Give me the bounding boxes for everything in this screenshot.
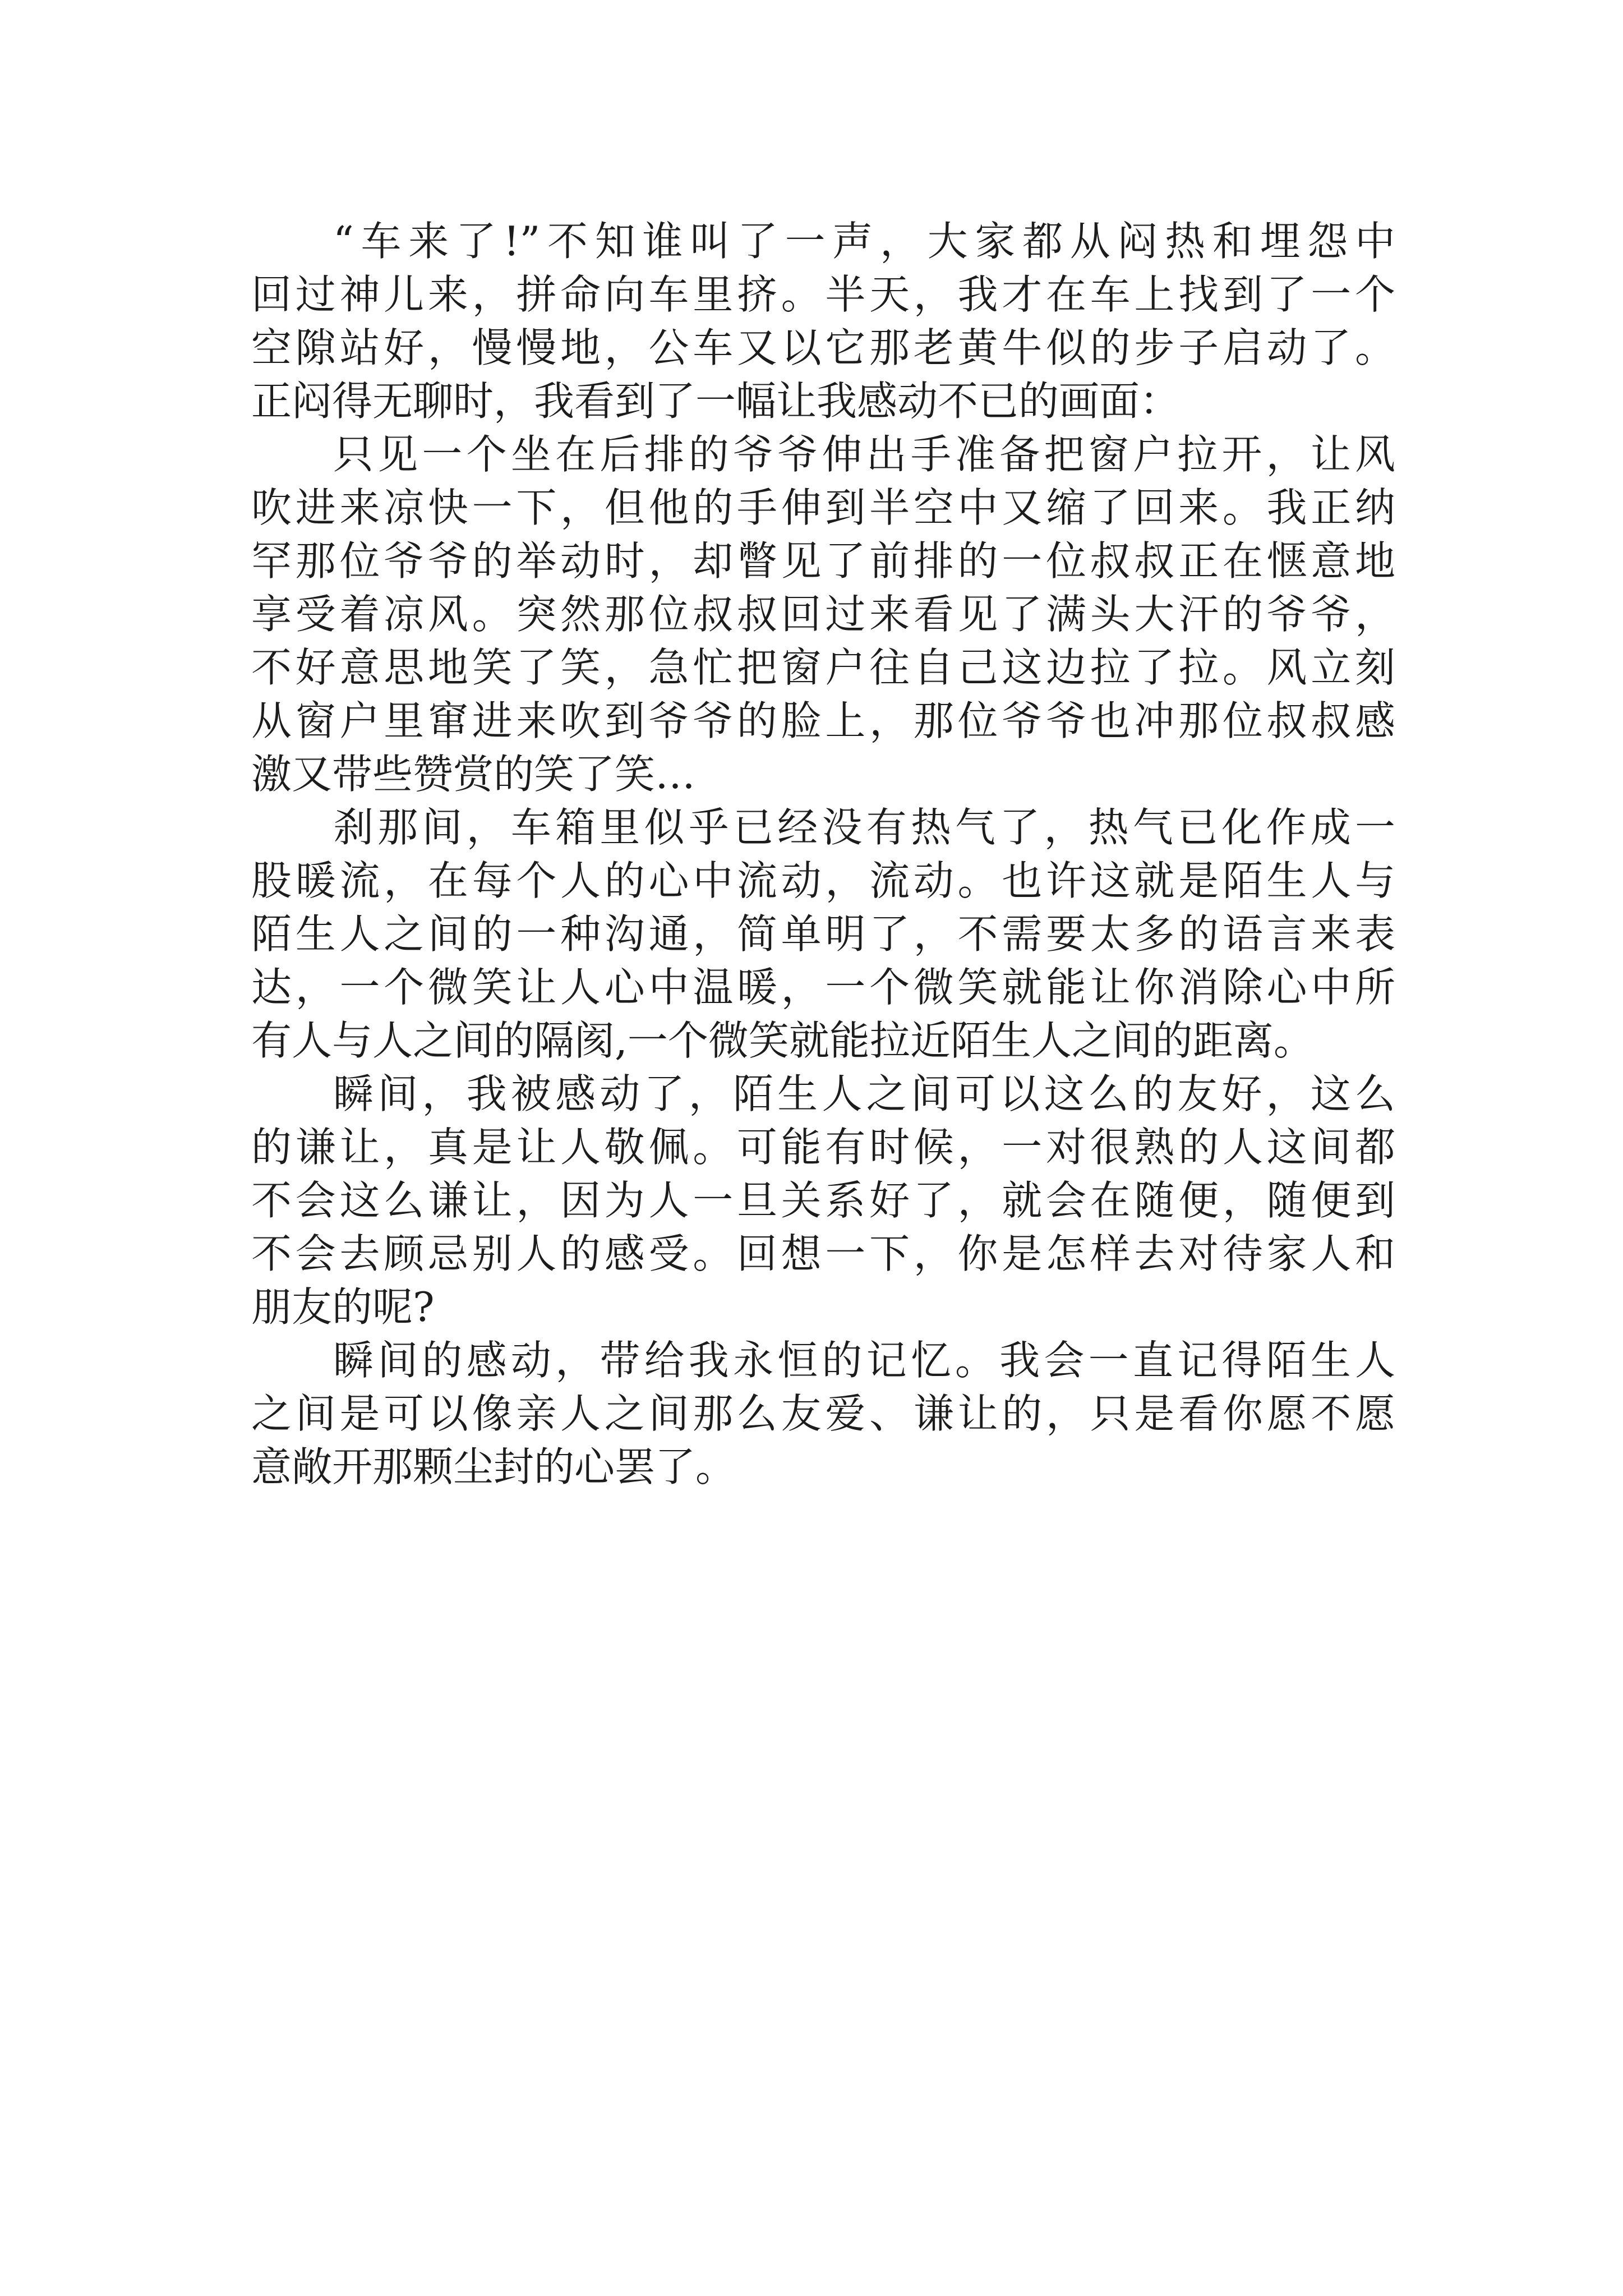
- paragraph-4: [251, 1068, 1395, 1334]
- paragraph-1: [251, 215, 1395, 428]
- text-line: 空隙站好，慢慢地，公车又以它那老黄牛似的步子启动了。: [251, 324, 1395, 371]
- text-line: 刹那间，车箱里似乎已经没有热气了，热气已化作成一: [333, 804, 1395, 851]
- text-line: 从窗户里窜进来吹到爷爷的脸上，那位爷爷也冲那位叔叔感: [251, 697, 1395, 744]
- text-line: 的谦让，真是让人敬佩。可能有时候，一对很熟的人这间都: [251, 1124, 1395, 1171]
- text-line: 激又带些赞赏的笑了笑…: [251, 751, 696, 798]
- text-line: 不会这么谦让，因为人一旦关系好了，就会在随便，随便到: [251, 1177, 1395, 1224]
- text-line: “车来了!”不知谁叫了一声，大家都从闷热和埋怨中: [333, 218, 1395, 265]
- paragraph-2: [251, 428, 1395, 801]
- text-line: 不会去顾忌别人的感受。回想一下，你是怎样去对待家人和: [251, 1230, 1395, 1277]
- text-line: 意敞开那颗尘封的心罢了。: [251, 1443, 736, 1490]
- text-line: 吹进来凉快一下，但他的手伸到半空中又缩了回来。我正纳: [251, 484, 1395, 531]
- text-line: 股暖流，在每个人的心中流动，流动。也许这就是陌生人与: [251, 857, 1395, 904]
- text-line: 达，一个微笑让人心中温暖，一个微笑就能让你消除心中所: [251, 964, 1395, 1011]
- text-line: 只见一个坐在后排的爷爷伸出手准备把窗户拉开，让风: [333, 431, 1395, 478]
- text-line: 朋友的呢?: [251, 1283, 435, 1331]
- paragraph-5: [251, 1334, 1395, 1494]
- text-line: 享受着凉风。突然那位叔叔回过来看见了满头大汗的爷爷，: [251, 591, 1395, 638]
- article-body: [251, 215, 1395, 1494]
- text-line: 罕那位爷爷的举动时，却瞥见了前排的一位叔叔正在惬意地: [251, 537, 1395, 585]
- text-line: 瞬间的感动，带给我永恒的记忆。我会一直记得陌生人: [333, 1337, 1395, 1384]
- text-line: 不好意思地笑了笑，急忙把窗户往自己这边拉了拉。风立刻: [251, 644, 1395, 691]
- text-line: 有人与人之间的隔阂,一个微笑就能拉近陌生人之间的距离。: [251, 1017, 1314, 1064]
- text-line: 陌生人之间的一种沟通，简单明了，不需要太多的语言来表: [251, 910, 1395, 958]
- text-line: 之间是可以像亲人之间那么友爱、谦让的，只是看你愿不愿: [251, 1390, 1395, 1437]
- paragraph-3: [251, 801, 1395, 1068]
- text-line: 瞬间，我被感动了，陌生人之间可以这么的友好，这么: [333, 1070, 1395, 1117]
- text-line: 回过神儿来，拼命向车里挤。半天，我才在车上找到了一个: [251, 271, 1395, 318]
- text-line: 正闷得无聊时，我看到了一幅让我感动不已的画面：: [251, 378, 1181, 425]
